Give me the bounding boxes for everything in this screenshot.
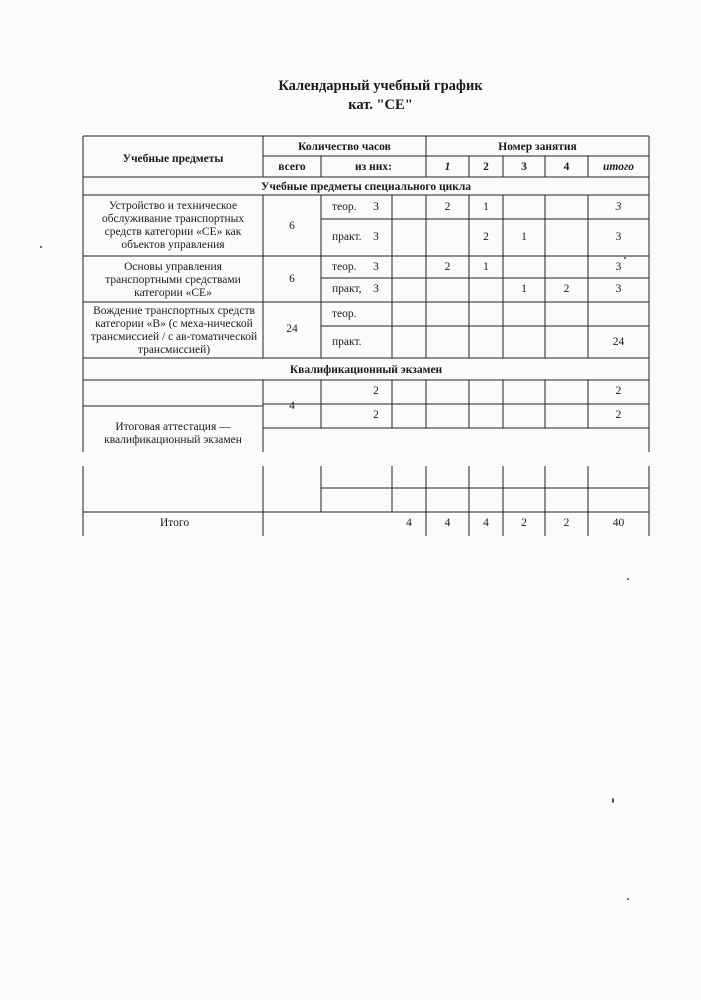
scan-speck xyxy=(627,578,629,580)
footer-sum: 40 xyxy=(612,517,625,529)
lesson-3-value: 1 xyxy=(521,283,527,295)
scan-speck xyxy=(627,898,629,900)
scan-speck xyxy=(40,246,42,248)
lesson-3-value: 1 xyxy=(521,231,527,243)
row-sum: 3 xyxy=(615,283,622,295)
practice-label: практ, xyxy=(332,283,362,295)
footer-lesson-1: 4 xyxy=(444,517,451,529)
section-exam: Квалификационный экзамен xyxy=(289,364,443,376)
footer-label: Итого xyxy=(160,517,190,529)
header-hours: Количество часов xyxy=(298,141,391,153)
exam-total-hours: 4 xyxy=(289,400,295,412)
header-of-which: из них: xyxy=(355,161,392,173)
lesson-2-value: 1 xyxy=(483,201,489,213)
subject-total-hours: 6 xyxy=(289,220,295,232)
subject-total-hours: 6 xyxy=(289,273,295,285)
exam-hours-1: 2 xyxy=(373,385,379,397)
header-lesson-1: 1 xyxy=(444,161,451,173)
exam-sum-1: 2 xyxy=(615,385,622,397)
section-special-cycle: Учебные предметы специального цикла xyxy=(260,181,472,193)
header-lesson-4: 4 xyxy=(563,161,570,173)
subject-total-hours: 24 xyxy=(286,323,298,335)
theory-label: теор. xyxy=(332,308,357,320)
header-total: всего xyxy=(278,161,306,173)
row-sum: 24 xyxy=(612,336,625,348)
practice-hours: 3 xyxy=(373,231,379,243)
practice-label: практ. xyxy=(332,231,362,243)
theory-label: теор. xyxy=(332,201,357,213)
exam-hours-2: 2 xyxy=(373,409,379,421)
exam-sum-2: 2 xyxy=(615,409,622,421)
row-sum: 3 xyxy=(615,201,622,213)
lesson-1-value: 2 xyxy=(444,261,451,273)
scan-speck xyxy=(624,257,626,259)
theory-hours: 3 xyxy=(373,261,379,273)
practice-label: практ. xyxy=(332,336,362,348)
practice-hours: 3 xyxy=(373,283,379,295)
row-sum: 3 xyxy=(615,261,622,273)
lesson-4-value: 2 xyxy=(563,283,570,295)
row-sum: 3 xyxy=(615,231,622,243)
lesson-2-value: 2 xyxy=(483,231,489,243)
lesson-2-value: 1 xyxy=(483,261,489,273)
footer-lesson-3: 2 xyxy=(521,517,527,529)
lesson-1-value: 2 xyxy=(444,201,451,213)
subject-name: Устройство и техническое обслуживание транспортных средств категории «CE» как объектов управления xyxy=(101,200,245,251)
theory-hours: 3 xyxy=(373,201,379,213)
footer-hours: 4 xyxy=(406,517,412,529)
footer-lesson-2: 4 xyxy=(483,517,489,529)
document-title: Календарный учебный график xyxy=(278,78,483,94)
document-subtitle: кат. "CE" xyxy=(348,97,413,113)
subject-name: Основы управления транспортными средствами категории «CE» xyxy=(105,261,241,299)
scan-speck xyxy=(612,798,614,803)
footer-lesson-4: 2 xyxy=(563,517,570,529)
subject-name: Вождение транспортных средств категории «В» (с меха-нической трансмиссией / с ав-томатической трансмиссией) xyxy=(90,305,258,356)
header-lesson-number: Номер занятия xyxy=(498,141,577,153)
theory-label: теор. xyxy=(332,261,357,273)
header-itogo: итого xyxy=(603,161,634,173)
exam-name: Итоговая аттестация — квалификационный экзамен xyxy=(104,421,242,446)
header-subjects: Учебные предметы xyxy=(122,153,224,165)
header-lesson-3: 3 xyxy=(521,161,527,173)
header-lesson-2: 2 xyxy=(483,161,489,173)
